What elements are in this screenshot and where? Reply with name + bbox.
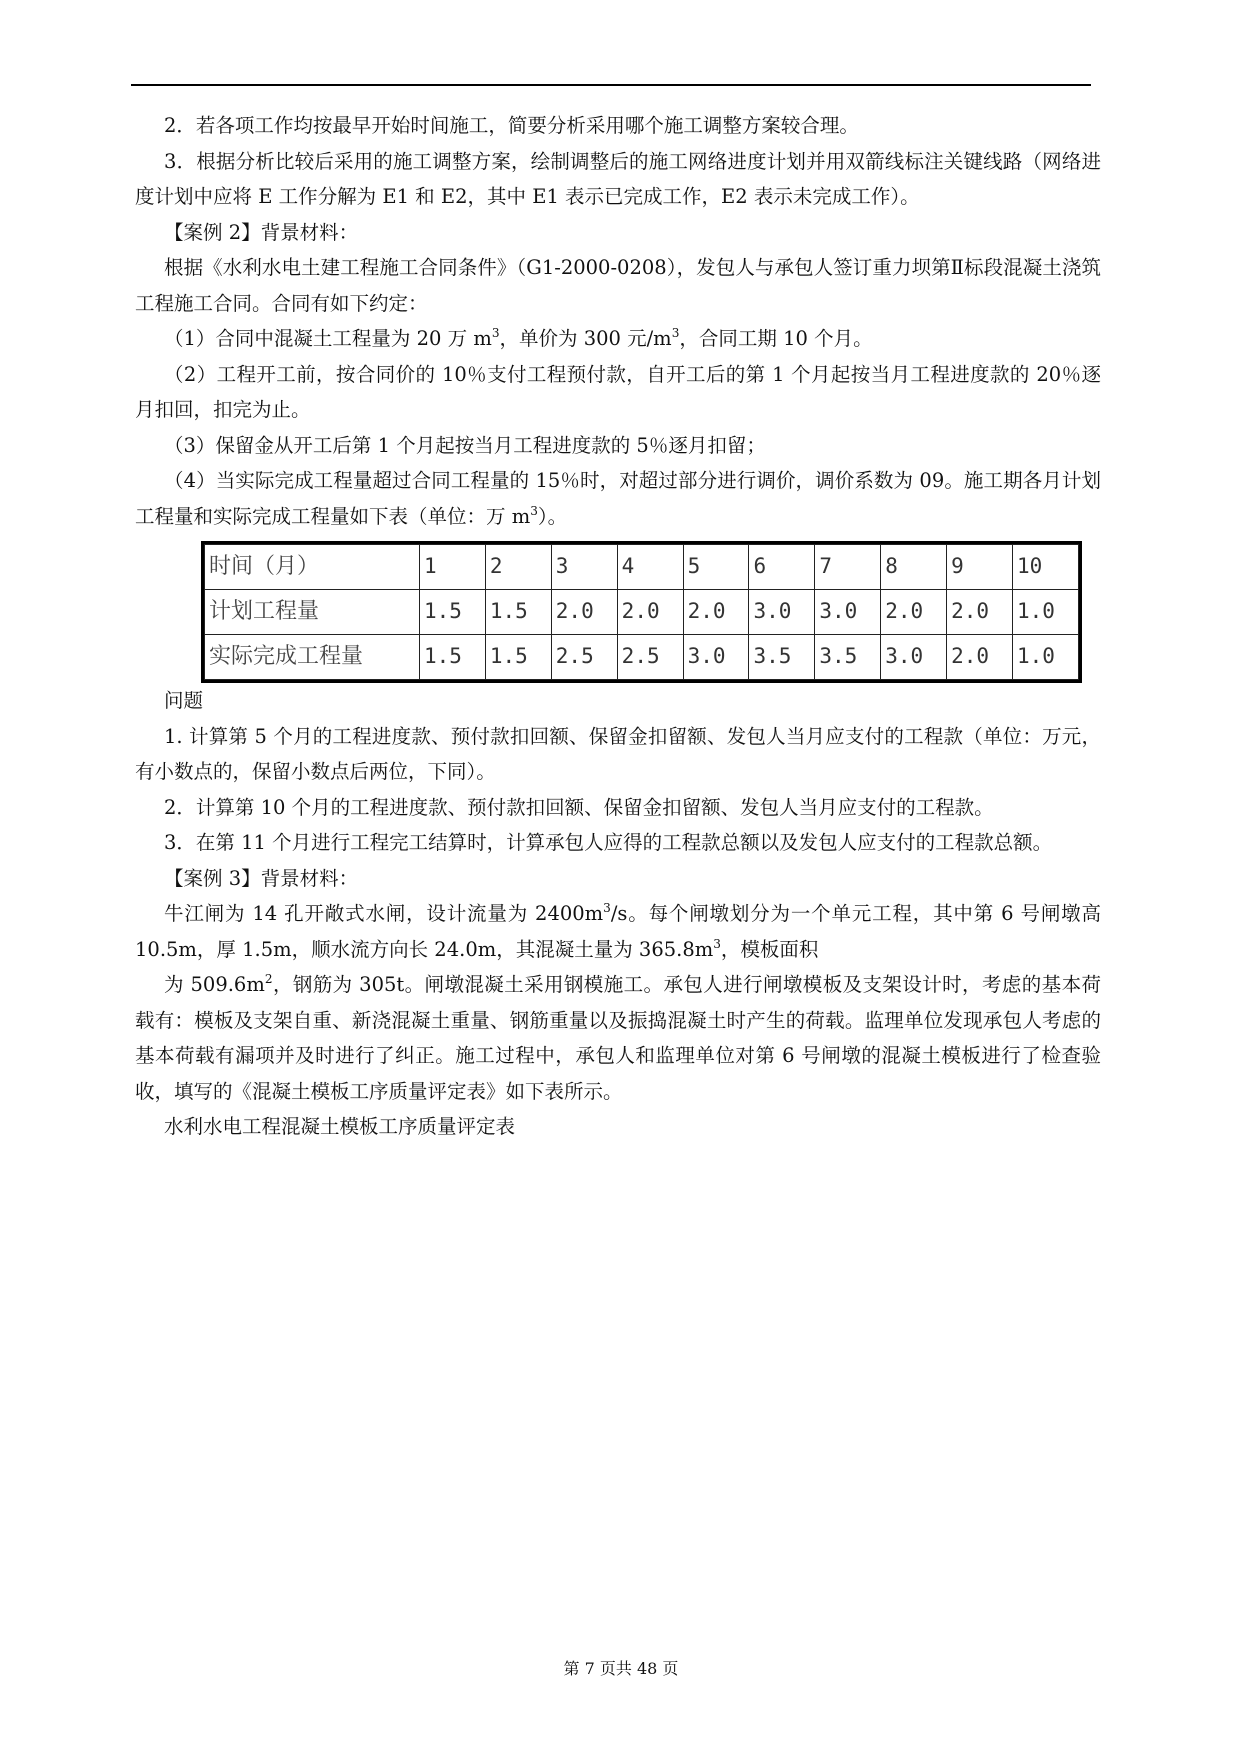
case-2-heading: 【案例 2】背景材料： — [164, 220, 359, 244]
table-cell: 9 — [947, 545, 1013, 590]
header-rule — [131, 84, 1091, 86]
table-cell: 2.0 — [947, 590, 1013, 635]
case-3-body-1: 牛江闸为 14 孔开敞式水闸，设计流量为 $2400m^3/s$。每个闸墩划分为一个单元工程，其中第 6 号闸墩高 10.5m，厚 1.5m，顺水流方向长 24.0m，其混凝土量为 $365.8m^3$，模板面积 — [135, 901, 1101, 961]
table-cell: 1.0 — [1013, 635, 1079, 680]
table-cell: 2.5 — [551, 635, 617, 680]
table-cell: 5 — [683, 545, 749, 590]
table-row — [205, 590, 1079, 635]
table-cell: 1.0 — [1013, 590, 1079, 635]
table-cell: 2.0 — [617, 590, 683, 635]
table-cell: 6 — [749, 545, 815, 590]
table-cell: 10 — [1013, 545, 1079, 590]
table-cell: 3.0 — [881, 635, 947, 680]
table-cell: 4 — [617, 545, 683, 590]
case-3-body-2: 为 $509.6m^2$，钢筋为 305t。闸墩混凝土采用钢模施工。承包人进行闸墩模板及支架设计时，考虑的基本荷载有：模板及支架自重、新浇混凝土重量、钢筋重量以及振捣混凝土时产生的荷载。监理单位发现承包人考虑的基本荷载有漏项并及时进行了纠正。施工过程中，承包人和监理单位对第 6 号闸墩的混凝土模板进行了检查验收，填写的《混凝土模板工序质量评定表》如下表所示。 — [135, 972, 1102, 1103]
table-cell: 3.0 — [749, 590, 815, 635]
table-cell: 2.0 — [683, 590, 749, 635]
quantity-table-frame — [201, 541, 1082, 683]
case-2-question-3: 3．在第 11 个月进行工程完工结算时，计算承包人应得的工程款总额以及发包人应支付的工程款总额。 — [164, 831, 1053, 854]
table-row — [205, 635, 1079, 680]
table-cell: 1.5 — [485, 590, 551, 635]
table-cell: 2.5 — [617, 635, 683, 680]
table-cell: 3 — [551, 545, 617, 590]
case-3-heading: 【案例 3】背景材料： — [164, 866, 359, 890]
table-cell: 2.0 — [881, 590, 947, 635]
case-2-question-2: 2．计算第 10 个月的工程进度款、预付款扣回额、保留金扣留额、发包人当月应支付的工程款。 — [164, 795, 994, 819]
questions-heading: 问题 — [164, 689, 204, 712]
table-cell: 3.5 — [815, 635, 881, 680]
table-cell: 2 — [485, 545, 551, 590]
table-cell: 1.5 — [485, 635, 551, 680]
table-cell: 3.5 — [749, 635, 815, 680]
term-1: （1）合同中混凝土工程量为 20 万 $m^3$，单价为 300 元$/m^3$，合同工期 10 个月。 — [164, 326, 873, 350]
table-caption: 水利水电工程混凝土模板工序质量评定表 — [164, 1115, 516, 1138]
question-3: 3．根据分析比较后采用的施工调整方案，绘制调整后的施工网络进度计划并用双箭线标注关键线路（网络进度计划中应将 E 工作分解为 E1 和 E2，其中 E1 表示已完成工作，E2 表示未完成工作）。 — [135, 149, 1101, 208]
case-2-question-1: 1. 计算第 5 个月的工程进度款、预付款扣回额、保留金扣留额、发包人当月应支付的工程款（单位：万元，有小数点的，保留小数点后两位，下同）。 — [135, 724, 1101, 783]
table-cell: 8 — [881, 545, 947, 590]
table-cell: 7 — [815, 545, 881, 590]
term-3: （3）保留金从开工后第 1 个月起按当月工程进度款的 5％逐月扣留； — [164, 433, 766, 457]
table-cell: 3.0 — [683, 635, 749, 680]
table-cell: 2.0 — [947, 635, 1013, 680]
row-label: 实际完成工程量 — [205, 635, 420, 680]
row-label: 时间（月） — [205, 545, 420, 590]
table-cell: 1 — [420, 545, 486, 590]
term-4: （4）当实际完成工程量超过合同工程量的 15％时，对超过部分进行调价，调价系数为 09。施工期各月计划工程量和实际完成工程量如下表（单位：万 $m^3$）。 — [135, 469, 1101, 528]
table-cell: 3.0 — [815, 590, 881, 635]
page-footer: 第 7 页共 48 页 — [563, 1659, 679, 1678]
page-content — [135, 108, 1101, 1145]
table-cell: 1.5 — [420, 635, 486, 680]
table-row — [205, 545, 1079, 590]
row-label: 计划工程量 — [205, 590, 420, 635]
case-2-intro: 根据《水利水电土建工程施工合同条件》（G1-2000-0208），发包人与承包人签订重力坝第Ⅱ标段混凝土浇筑工程施工合同。合同有如下约定： — [135, 256, 1101, 315]
quantity-table — [204, 544, 1079, 680]
table-cell: 1.5 — [420, 590, 486, 635]
question-2: 2．若各项工作均按最早开始时间施工，简要分析采用哪个施工调整方案较合理。 — [164, 114, 859, 137]
term-2: （2）工程开工前，按合同价的 10％支付工程预付款，自开工后的第 1 个月起按当月工程进度款的 20％逐月扣回，扣完为止。 — [135, 362, 1101, 421]
table-cell: 2.0 — [551, 590, 617, 635]
